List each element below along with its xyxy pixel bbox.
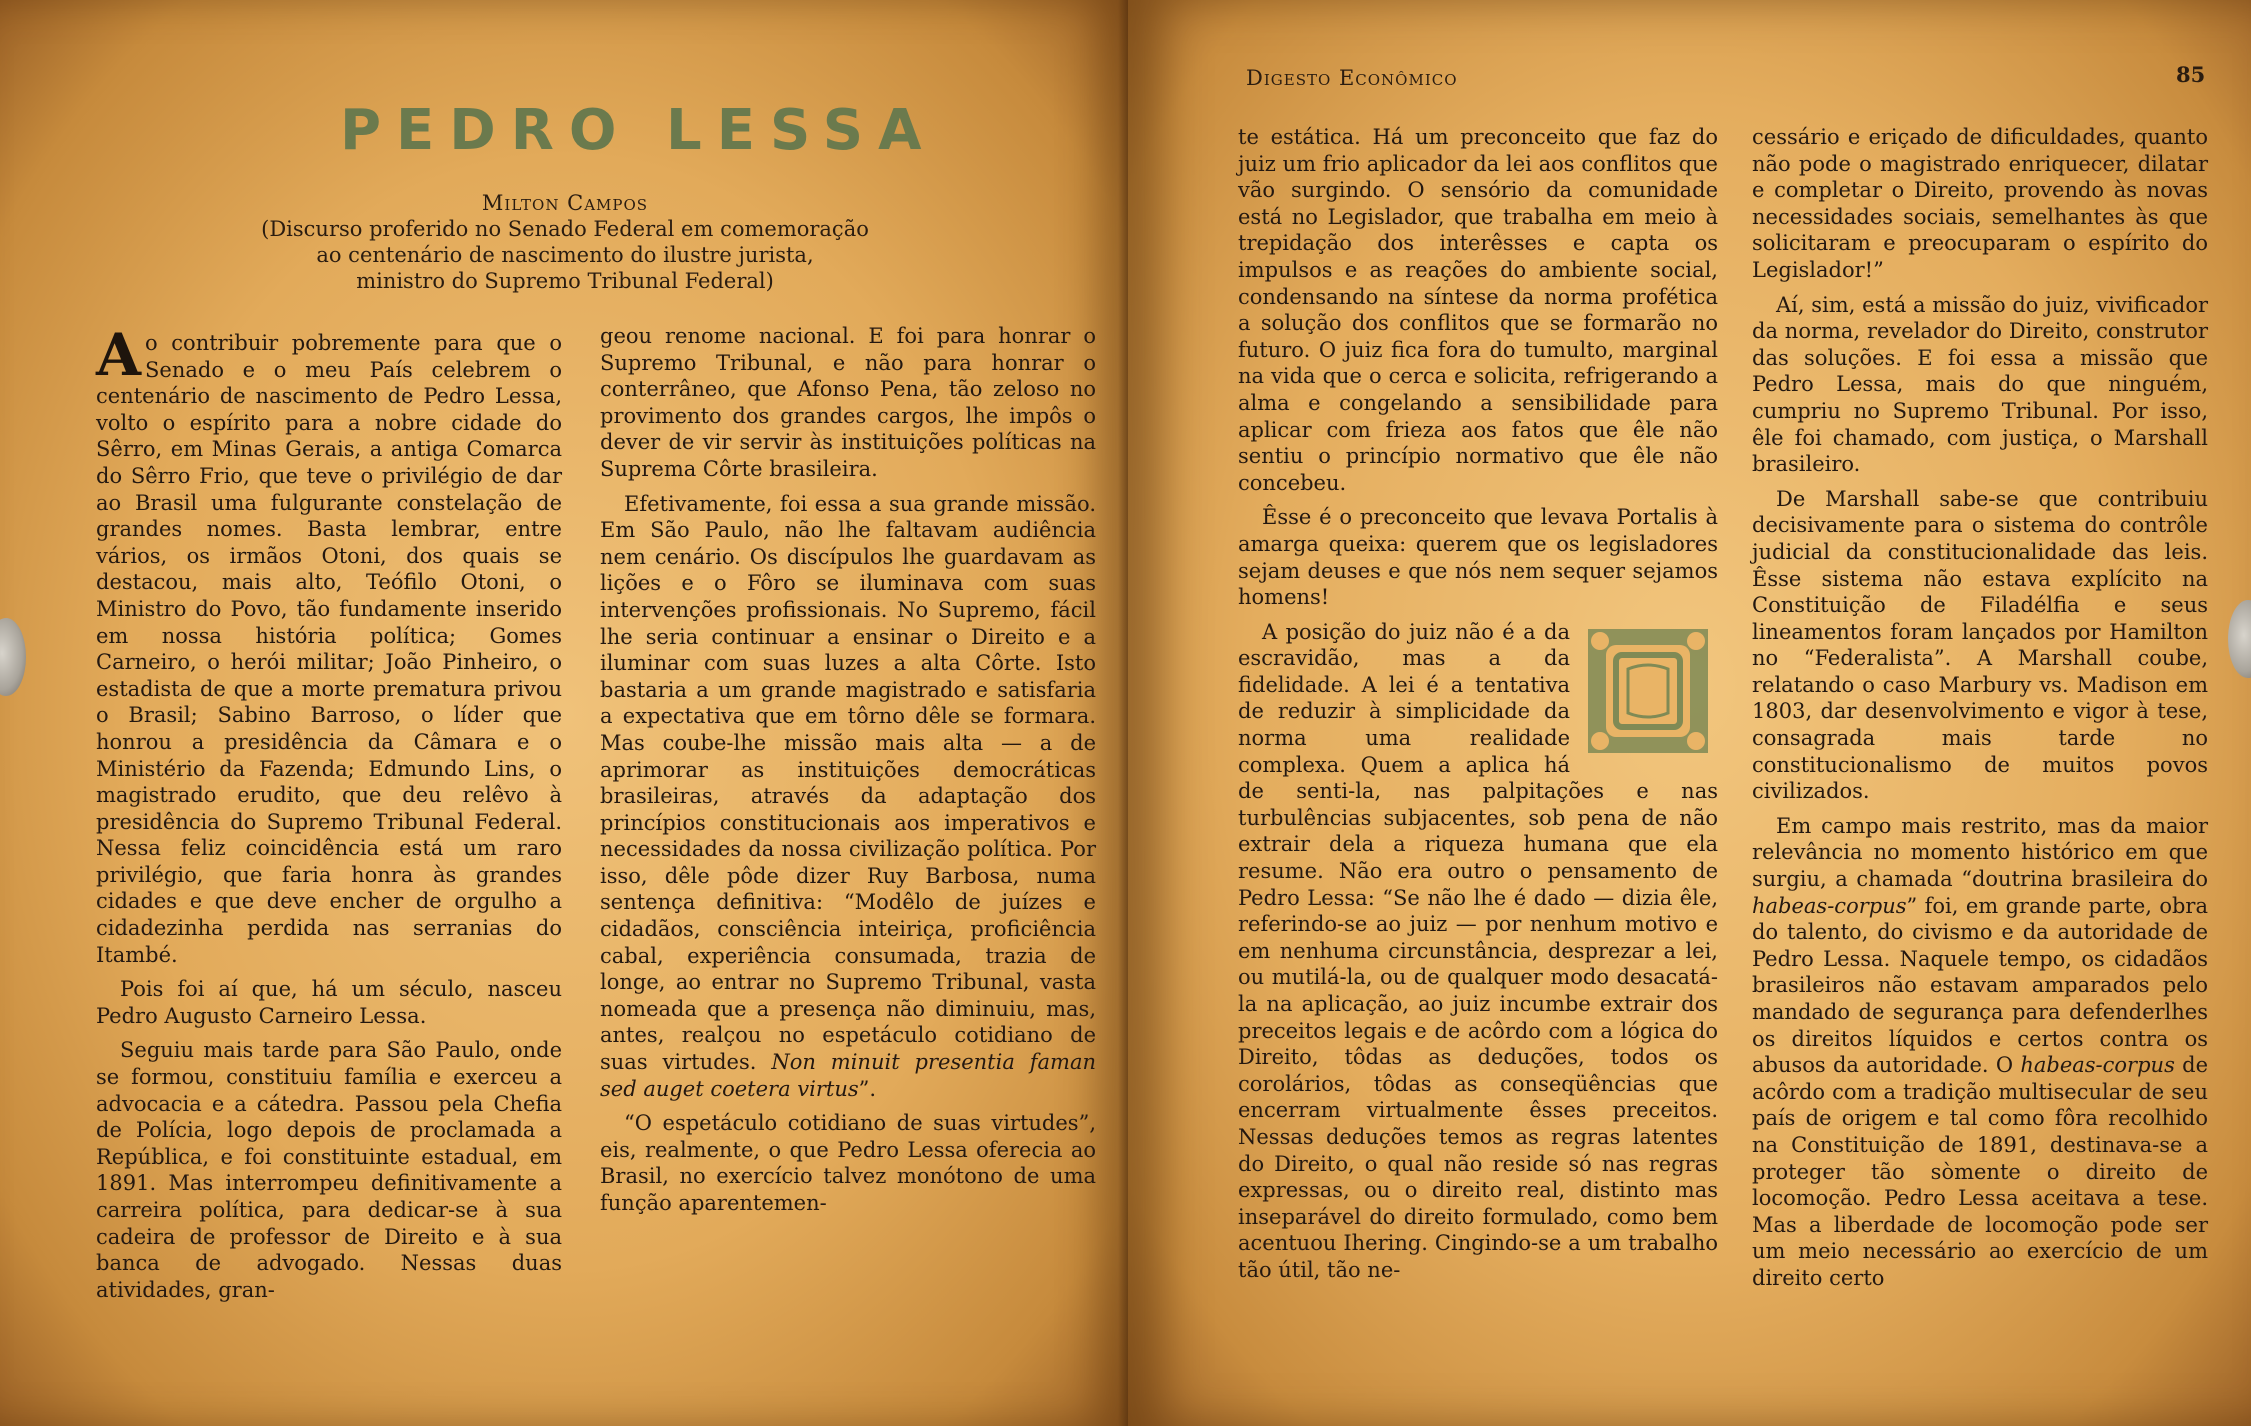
binding-hole [2228, 600, 2251, 678]
ornamental-frame-icon [1584, 625, 1712, 757]
author-name: Milton Campos [481, 191, 649, 215]
paragraph: Êsse é o preconceito que levava Portalis à amarga queixa: querem que os legisladores sejam deuses e que nós nem sequer sejamos homens! [1238, 505, 1718, 610]
paragraph: te estática. Há um preconceito que faz do juiz um frio aplicador da lei aos conflitos que vão surgindo. O sensório da comunidade está no Legislador, que trabalha em meio à trepidação dos interêsses e capta os impulsos e as reações do ambiente social, condensando na síntese da norma profética a solução dos conflitos que se formarão no futuro. O juiz fica fora do tumulto, marginal na vida que o cerca e solicita, refrigerando a alma e congelando a sensibilidade para aplicar com frieza aos fatos que êle não sentiu o princípio normativo que êle não concebeu. [1238, 125, 1718, 495]
paragraph [600, 491, 1096, 1103]
paragraph-text: ” foi, em grande parte, obra do talento, do civismo e da autoridade de Pedro Lessa. Naquele tempo, os cidadãos brasileiros não estavam amparados pelo mandado de segurança para defenderlhes os direitos líquidos e certos contra os abusos da autoridade. O [1752, 893, 2208, 1078]
paragraph: De Marshall sabe-se que contribuiu decisivamente para o sistema do contrôle judicial da constitucionalidade das leis. Êsse sistema não estava explícito na Constituição de Filadélfia e seus lineamentos foram lançados por Hamilton no “Federalista”. A Marshall coube, relatando o caso Marbury vs. Madison em 1803, dar desenvolvimento e vigor à tese, consagrada mais tarde no constitucionalismo de muitos povos civilizados. [1752, 486, 2208, 804]
paragraph [96, 321, 562, 968]
binding-hole [0, 618, 26, 696]
byline-note-line: (Discurso proferido no Senado Federal em comemoração [261, 217, 869, 241]
paragraph [1752, 813, 2208, 1292]
page-number: 85 [2176, 62, 2206, 87]
text-column-left-2 [600, 323, 1096, 1225]
paragraph: Pois foi aí que, há um século, nasceu Pedro Augusto Carneiro Lessa. [96, 977, 562, 1028]
paragraph-text: A posição do juiz não é a da escravidão, mas a da fidelidade. A lei é a tentativa de reduzir à simplicidade da norma uma realidade complexa. Quem a aplica há de senti-la, nas palpitações e nas turbulências subjacentes, sob pena de não extrair dela a riqueza humana que ela resume. Não era outro o pensamento de Pedro Lessa: “Se não lhe é dado — dizia êle, referindo-se ao juiz — por nenhum motivo e em nenhuma circunstância, desprezar a lei, ou mutilá-la, ou de qualquer modo desacatá-la na aplicação, ao juiz incumbe extrair dos preceitos legais e de acôrdo com a lógica do Direito, tôdas as deduções, todos os corolários, tôdas as conseqüências que encerram virtualmente êsses preceitos. Nessas deduções temos as regras latentes do Direito, o qual não reside só nas regras expressas, ou o direito real, distinto mas inseparável do direito formulado, como bem acentuou Ihering. Cingindo-se a um trabalho tão útil, tão ne- [1238, 619, 1718, 1282]
paragraph [1238, 619, 1718, 1284]
paragraph-text: o contribuir pobremente para que o Senado e o meu País celebrem o centenário de nascimento de Pedro Lessa, volto o espírito para a nobre cidade do Sêrro, em Minas Gerais, a antiga Comarca do Sêrro Frio, que teve o privilégio de dar ao Brasil uma fulgurante constelação de grandes nomes. Basta lembrar, entre vários, os irmãos Otoni, dos quais se destacou, mais alto, Teófilo Otoni, o Ministro do Povo, tão fundamente inserido em nossa história política; Gomes Carneiro, o herói militar; João Pinheiro, o estadista de que a morte prematura privou o Brasil; Sabino Barroso, o líder que honrou a presidência da Câmara e o Ministério da Fazenda; Edmundo Lins, o magistrado erudito, que deu relêvo à presidência do Supremo Tribunal Federal. Nessa feliz coincidência está um raro privilégio, que faria honra às grandes cidades e que deve encher de orgulho a cidadezinha perdida nas serranias do Itambé. [96, 331, 562, 967]
paragraph: Seguiu mais tarde para São Paulo, onde se formou, constituiu família e exerceu a advocacia e a cátedra. Passou pela Chefia de Polícia, logo depois de proclamada a República, e foi constituinte estadual, em 1891. Mas interrompeu definitivamente a carreira política, para dedicar-se à sua cadeira de professor de Direito e à sua banca de advogado. Nessas duas atividades, gran- [96, 1038, 562, 1302]
paragraph-text: de acôrdo com a tradição multisecular de seu país de origem e tal como fôra recolhido na Constituição de 1891, destinava-se a proteger tão sòmente o direito de locomoção. Pedro Lessa aceitava a tese. Mas a liberdade de locomoção pode ser um meio necessário ao exercício de um direito certo [1752, 1053, 2208, 1290]
text-column-left-1 [96, 321, 562, 1311]
paragraph: Aí, sim, está a missão do juiz, vivificador da norma, revelador do Direito, construtor das soluções. E foi essa a missão que Pedro Lessa, mais do que ninguém, cumpriu no Supremo Tribunal. Por isso, êle foi chamado, com justiça, o Marshall brasileiro. [1752, 292, 2208, 477]
italic-term: habeas-corpus [2020, 1053, 2175, 1078]
byline-note-line: ao centenário de nascimento do ilustre jurista, [316, 243, 814, 267]
paragraph-text: Efetivamente, foi essa a sua grande missão. Em São Paulo, não lhe faltavam audiência nem cenário. Os discípulos lhe guardavam as lições e o Fôro se iluminava com suas intervenções profissionais. No Supremo, fácil lhe seria continuar a ensinar o Direito e a iluminar com suas luzes a alta Côrte. Isto bastaria a um grande magistrado e satisfaria a expectativa que em tôrno dêle se formara. Mas coube-lhe missão mais alta — a de aprimorar as instituições democráticas brasileiras, através da adaptação dos princípios constitucionais aos imperativos e necessidades da nossa civilização política. Por isso, dêle pôde dizer Ruy Barbosa, numa sentença definitiva: “Modêlo de juízes e cidadãos, consciência inteiriça, proficiência cabal, experiência consumada, trazia de longe, ao entrar no Supremo Tribunal, vasta nomeada que a presença não diminuiu, mas, antes, realçou no espetáculo cotidiano de suas virtudes. [600, 491, 1096, 1075]
paragraph: geou renome nacional. E foi para honrar o Supremo Tribunal, e não para honrar o conterrâneo, que Afonso Pena, tão zeloso no provimento dos grandes cargos, lhe impôs o dever de vir servir às instituições políticas na Suprema Côrte brasileira. [600, 324, 1096, 481]
text-column-right-2 [1752, 124, 2208, 1300]
byline-note-line: ministro do Supremo Tribunal Federal) [356, 269, 774, 293]
article-title: PEDRO LESSA [340, 98, 937, 163]
paragraph: cessário e eriçado de dificuldades, quanto não pode o magistrado enriquecer, dilatar e completar o Direito, provendo às novas necessidades sociais, semelhantes às que solicitaram e preocuparam o espírito do Legislador!” [1752, 125, 2208, 282]
byline [215, 190, 915, 294]
text-column-right-1 [1238, 124, 1718, 1292]
drop-cap: A [96, 321, 142, 389]
paragraph-text: Em campo mais restrito, mas da maior relevância no momento histórico em que surgiu, a chamada “doutrina brasileira do [1752, 813, 2208, 892]
paragraph: “O espetáculo cotidiano de suas virtudes”, eis, realmente, o que Pedro Lessa oferecia ao Brasil, no exercício talvez monótono de uma função aparentemen- [600, 1111, 1096, 1215]
paragraph-text: ”. [858, 1076, 877, 1101]
running-head: Digesto Econômico [1246, 66, 1458, 90]
latin-quote: Non minuit presentia faman sed auget coetera virtus [600, 1050, 1097, 1101]
italic-term: habeas-corpus [1752, 893, 1907, 918]
